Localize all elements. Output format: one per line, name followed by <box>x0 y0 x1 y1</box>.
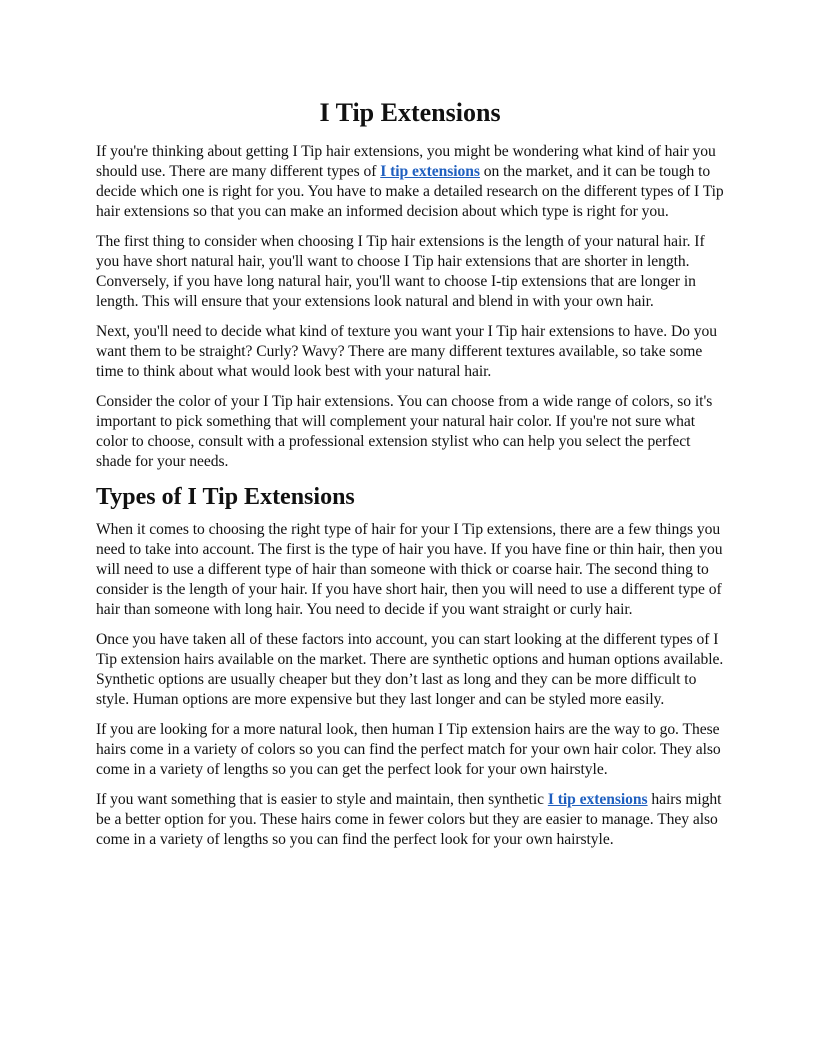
section-paragraph-4-before: If you want something that is easier to style and maintain, then synthetic <box>96 791 548 808</box>
i-tip-extensions-link-2[interactable]: I tip extensions <box>547 791 648 808</box>
section-paragraph-4 <box>96 790 724 850</box>
section-paragraph-3: If you are looking for a more natural look, then human I Tip extension hairs are the way to go. These hairs come in a variety of colors so you can find the perfect match for your own hair color. They also come in a variety of lengths so you can get the perfect look for your own hairstyle. <box>96 721 721 778</box>
section-paragraph-4-after: hairs might be a better option for you. These hairs come in fewer colors but they are easier to manage. They also come in a variety of lengths so you can find the perfect look for your own hairstyle. <box>96 791 722 848</box>
document-page <box>96 95 724 860</box>
intro-paragraph-1 <box>96 142 724 222</box>
intro-paragraph-4: Consider the color of your I Tip hair extensions. You can choose from a wide range of colors, so it's important to pick something that will complement your natural hair color. If you're not sure what color to choose, consult with a professional extension stylist who can help you select the perfect shade for your needs. <box>96 393 713 470</box>
page-title: I Tip Extensions <box>319 98 501 127</box>
intro-paragraph-2: The first thing to consider when choosing I Tip hair extensions is the length of your natural hair. If you have short natural hair, you'll want to choose I Tip hair extensions that are shorter in length. Conversely, if you have long natural hair, you'll want to choose I-tip extensions that are longer in length. This will ensure that your extensions look natural and blend in with your own hair. <box>96 233 705 310</box>
intro-paragraph-1-after: on the market, and it can be tough to decide which one is right for you. You have to make a detailed research on the different types of I Tip hair extensions so that you can make an informed decision about which type is right for you. <box>96 163 724 220</box>
i-tip-extensions-link-1[interactable]: I tip extensions <box>380 163 480 180</box>
section-heading: Types of I Tip Extensions <box>96 484 355 510</box>
intro-paragraph-3: Next, you'll need to decide what kind of texture you want your I Tip hair extensions to have. Do you want them to be straight? Curly? Wavy? There are many different textures available, so take some time to think about what would look best with your natural hair. <box>96 323 718 380</box>
section-paragraph-1: When it comes to choosing the right type of hair for your I Tip extensions, there are a few things you need to take into account. The first is the type of hair you have. If you have fine or thin hair, then you will need to use a different type of hair than someone with thick or coarse hair. The second thing to consider is the length of your hair. If you have short hair, then you will need to use a different type of hair than someone with long hair. You need to decide if you want straight or curly hair. <box>96 521 723 618</box>
intro-paragraph-1-before: If you're thinking about getting I Tip hair extensions, you might be wondering what kind of hair you should use. There are many different types of <box>96 143 716 180</box>
section-paragraph-2: Once you have taken all of these factors into account, you can start looking at the different types of I Tip extension hairs available on the market. There are synthetic options and human options available. Synthetic options are usually cheaper but they don’t last as long and they can be more difficult to style. Human options are more expensive but they last longer and can be styled more easily. <box>96 631 724 708</box>
